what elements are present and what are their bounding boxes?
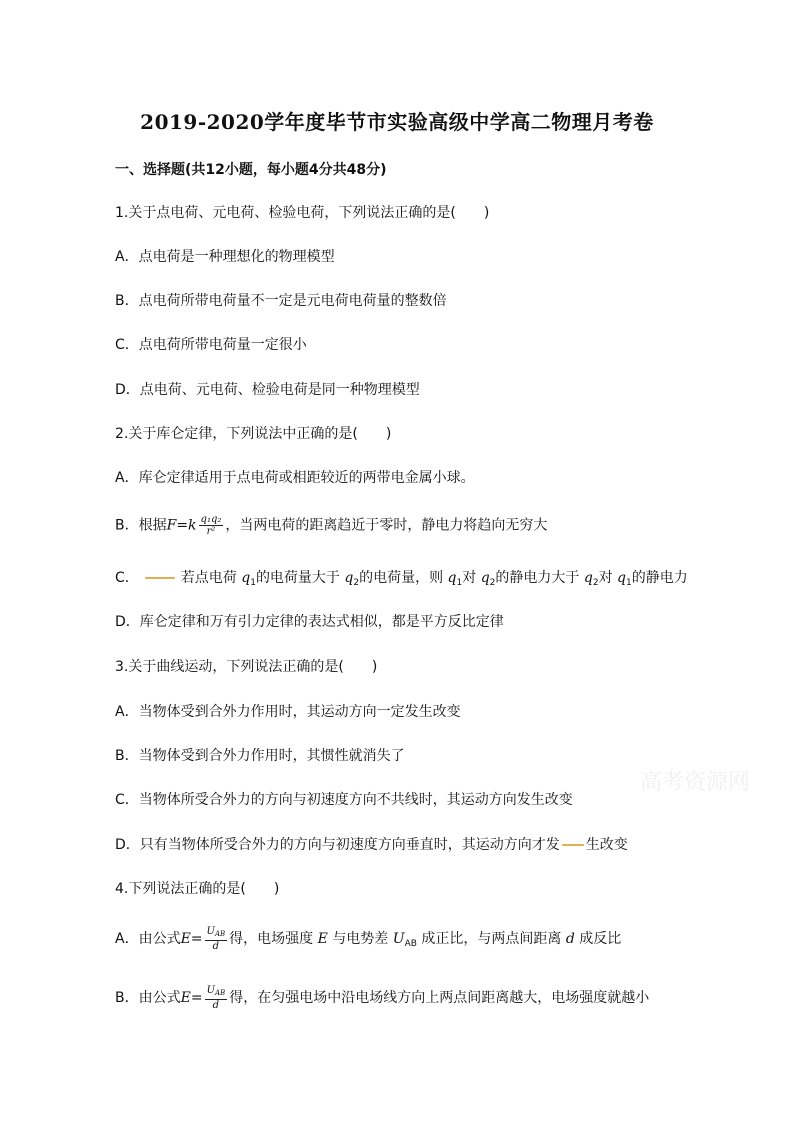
question-4-stem: 4.下列说法正确的是( ) [115,881,280,897]
question-2-stem: 2.关于库仑定律，下列说法中正确的是( ) [115,426,392,442]
subscript: AB [404,939,417,949]
question-2-option-c [115,568,688,593]
subscript: 1 [250,578,256,588]
question-1-option-b: B．点电荷所带电荷量不一定是元电荷电荷量的整数倍 [115,293,447,309]
watermark: 高考资源网 [640,770,751,795]
question-4-option-b [115,985,649,1011]
subscript: AB [214,930,226,938]
text-fragment: D．只有当物体所受合外力的方向与初速度方向垂直时，其运动方向才发 [115,837,560,853]
formula-numerator [205,985,228,1000]
field-formula-fraction [205,926,228,952]
question-4-option-a [115,926,621,954]
question-3-option-c: C．当物体所受合外力的方向与初速度方向不共线时，其运动方向发生改变 [115,792,573,808]
coulomb-formula-fraction [199,514,224,537]
formula-denominator: d [212,941,220,952]
text-fragment: 与电势差 [332,931,389,947]
symbol-q: q [617,570,626,586]
highlight-mark [145,577,175,579]
text-fragment: 对 [462,570,477,586]
text-fragment: 的静电力大于 [495,570,580,586]
numerator-symbol: U [206,926,215,937]
subscript: 2 [592,578,599,588]
symbol-u: U [392,931,405,947]
question-3-option-a: A．当物体受到合外力作用时，其运动方向一定发生改变 [115,704,461,720]
subscript: AB [215,989,226,997]
text-fragment: B．由公式 [115,990,181,1006]
text-fragment: 得，在匀强电场中沿电场线方向上两点间距离越大，电场强度就越小 [229,990,650,1006]
text-fragment: 成反比 [579,931,622,947]
question-3-stem: 3.关于曲线运动，下列说法正确的是( ) [115,659,378,675]
formula-lhs: E= [180,990,203,1006]
formula-numerator: q₁q₂ [200,514,222,525]
question-3-option-d [115,835,628,855]
field-formula-fraction [205,985,228,1011]
formula-numerator [205,926,228,941]
question-2-option-a: A．库仑定律适用于点电荷或相距较近的两带电金属小球。 [115,470,475,486]
highlight-mark [562,844,584,846]
text-fragment: 得，电场强度 [229,931,314,947]
text-fragment: 生改变 [585,837,628,853]
option-b-prefix: B．根据 [115,517,167,534]
text-fragment: 的电荷量大于 [255,570,340,586]
text-fragment: 的电荷量，则 [359,570,444,586]
numerator-symbol: U [206,985,215,996]
question-1-option-a: A．点电荷是一种理想化的物理模型 [115,249,335,265]
symbol-d: d [565,931,575,947]
question-1-option-d: D．点电荷、元电荷、检验电荷是同一种物理模型 [115,382,420,398]
question-2-option-d: D．库仑定律和万有引力定律的表达式相似，都是平方反比定律 [115,614,504,630]
formula-denominator: r² [206,526,216,537]
subscript: 1 [456,578,463,588]
symbol-q: q [583,570,593,586]
question-3-option-b: B．当物体受到合外力作用时，其惯性就消失了 [115,748,405,764]
formula-lhs: E= [180,931,203,947]
subscript: 1 [625,578,632,588]
question-2-option-b [115,514,547,537]
text-fragment: 对 [598,570,613,586]
text-fragment: A．由公式 [115,931,181,947]
symbol-q: q [447,570,457,586]
coulomb-formula-lhs: F=k [166,517,197,534]
symbol-q: q [480,570,490,586]
text-fragment: 若点电荷 [180,570,237,586]
symbol-q: q [241,570,251,586]
page-title: 2019-2020学年度毕节市实验高级中学高二物理月考卷 [140,110,654,134]
subscript: 2 [353,578,360,588]
symbol-e: E [317,931,328,947]
subscript: 2 [489,578,496,588]
symbol-q: q [344,570,354,586]
option-c-label: C． [115,570,139,586]
text-fragment: 成正比，与两点间距离 [421,931,562,947]
question-1-option-c: C．点电荷所带电荷量一定很小 [115,337,307,353]
option-b-suffix: ，当两电荷的距离趋近于零时，静电力将趋向无穷大 [225,517,548,534]
question-1-stem: 1.关于点电荷、元电荷、检验电荷，下列说法正确的是( ) [115,205,490,221]
text-fragment: 的静电力 [631,570,688,586]
formula-denominator: d [212,1000,220,1011]
section-heading: 一、选择题(共12小题，每小题4分共48分) [115,162,387,178]
